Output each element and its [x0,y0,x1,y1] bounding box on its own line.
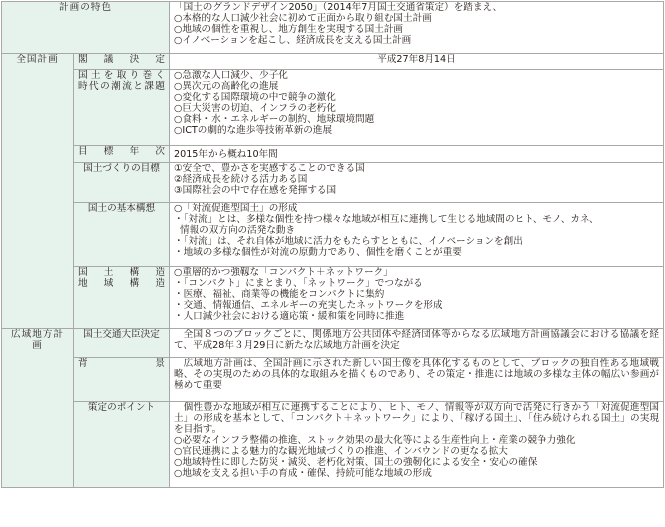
label-point: 策定のポイント [74,402,170,488]
jidai-line: ○食料・水・エネルギーの制約、地球環境問題 [174,114,375,125]
row-haikei [2,358,664,402]
label-kihon: 国土の基本構想 [74,203,170,267]
row-tokushoku [2,2,664,54]
kihon-line: 情報の双方向の活発な動き [180,225,296,236]
label-tokushoku: 計画の特色 [2,2,170,54]
row-kozo [2,267,664,329]
label-daijin: 国土交通大臣決定 [74,329,170,358]
label-haikei: 背景 [74,358,170,402]
mezasu-line: ③国際社会の中で存在感を発揮する国 [174,185,337,196]
mezasu-line: ②経済成長を続ける活力ある国 [174,174,308,185]
point-line: ○地域特性に即した防災・減災、老朽化対策、国土の強靭化による安全・安心の確保 [174,457,538,468]
point-content [170,402,664,488]
mokuhyo-value: 2015年から概ね10年間 [170,146,664,163]
jidai-line: ○巨大災害の切迫、インフラの老朽化 [174,103,336,114]
point-intro: 個性豊かな地域が相互に連携することにより、ヒト、モノ、情報等が双方向で活発に行きかう「対流促進型国土」の形成を基本として、「コンパクト＋ネットワーク」により、「稼げる国土」、「住み続けられる国土」の実現を目指す。 [174,402,659,435]
label-mokuhyo: 目標年次 [74,146,170,163]
label-jidai: 国土を取り巻く 時代の潮流と課題 [74,70,170,146]
label-mezasu: 国土づくりの目標 [74,163,170,203]
kihon-content [170,203,664,267]
row-kihon [2,203,664,267]
tokushoku-content [170,2,664,54]
label-kozo: 国土構造 地域構造 [74,267,170,329]
kozo-content [170,267,664,329]
label-zenkoku: 全国計画 [2,54,74,329]
mezasu-line: ①安全で、豊かさを実感することのできる国 [174,163,365,174]
jidai-content [170,70,664,146]
jidai-line: ○急激な人口減少、少子化 [174,70,288,81]
label-kakugi: 閣議決定 [74,54,170,70]
row-mezasu [2,163,664,203]
label-koiki: 広域地方計画 [2,329,74,488]
row-kakugi [2,54,664,70]
kozo-line: ・人口減少社会における適応策・緩和策を同時に推進 [174,311,405,322]
haikei-content: 広域地方計画は、全国計画に示された新しい国土像を具体化するものとして、ブロックの独自性ある地域戦略、その実現のための具体的な取組みを描くものであり、その策定・推進には地域の多様な主体の幅広い参画が極めて重要 [170,358,664,402]
jidai-line: ○ICTの劇的な進歩等技術革新の進展 [174,125,333,136]
tokushoku-line: ○イノベーションを起こし、経済成長を支える国土計画 [174,35,412,46]
tokushoku-line: 「国土のグランドデザイン2050」（2014年7月国土交通省策定）を踏まえ、 [174,2,503,13]
mezasu-content [170,163,664,203]
kozo-line: ・医療、福祉、商業等の機能をコンパクトに集約 [174,289,385,300]
row-jidai [2,70,664,146]
jidai-line: ○変化する国際環境の中で競争の激化 [174,92,336,103]
row-daijin [2,329,664,358]
kozo-line: ・交通、情報通信、エネルギーの充実したネットワークを形成 [174,300,443,311]
kozo-line: ○重層的かつ強靱な「コンパクト＋ネットワーク」 [174,267,393,278]
national-plan-table [1,1,664,488]
point-line: ○官民連携による魅力的な観光地域づくりの推進、インバウンドの更なる拡大 [174,446,508,457]
point-line: ○地域を支える担い手の育成・確保、持続可能な地域の形成 [174,468,432,479]
kakugi-date: 平成27年8月14日 [170,54,664,70]
kihon-line: ・「対流」とは、多様な個性を持つ様々な地域が相互に連携して生じる地域間のヒト、モノ、カネ、 [174,214,599,225]
kihon-line: ○「対流促進型国土」の形成 [174,203,298,214]
tokushoku-line: ○地域の個性を重視し、地方創生を実現する国土計画 [174,24,404,35]
kihon-line: ・「対流」は、それ自体が地域に活力をもたらすとともに、イノベーションを創出 [174,236,523,247]
jidai-line: ○異次元の高齢化の進展 [174,81,279,92]
tokushoku-line: ○本格的な人口減少社会に初めて正面から取り組む国土計画 [174,13,432,24]
point-line: ○必要なインフラ整備の推進、ストック効果の最大化等による生産性向上・産業の競争力強化 [174,435,576,446]
kihon-line: ・地域の多様な個性が対流の原動力であり、個性を磨くことが重要 [174,247,462,258]
kozo-line: ・「コンパクト」にまとまり、「ネットワーク」でつながる [174,278,423,289]
row-point [2,402,664,488]
row-mokuhyo [2,146,664,163]
daijin-content: 全国８つのブロックごとに、関係地方公共団体や経済団体等からなる広域地方計画協議会における協議を経て、平成28年３月29日に新たな広域地方計画を決定 [170,329,664,358]
